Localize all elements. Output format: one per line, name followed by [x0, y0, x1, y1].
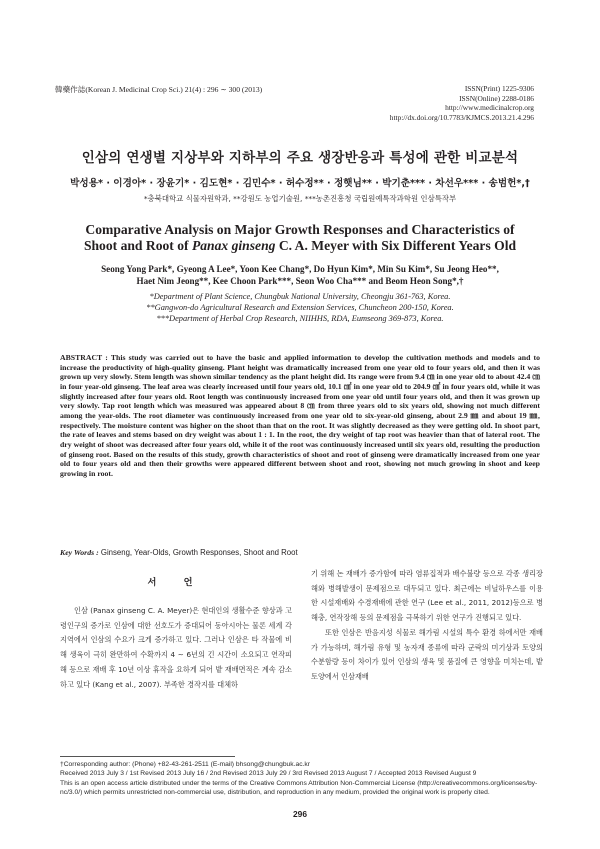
footnote: [60, 760, 545, 797]
english-authors-line1: Seong Yong Park*, Gyeong A Lee*, Yoon Kee Chang*, Do Hyun Kim*, Min Su Kim*, Su Jeong Heo**,: [101, 264, 499, 274]
korean-title: 인삼의 연생별 지상부와 지하부의 주요 생장반응과 특성에 관한 비교분석: [81, 150, 519, 166]
korean-authors: 박성용* · 이경아* · 장윤기* · 김도현* · 김민수* · 허수정** · 정햇님** · 박기춘*** · 차선우*** · 송범헌*,†: [70, 178, 530, 189]
paragraph: 또한 인삼은 반음지성 식물로 해가림 시설의 특수 환경 하에서만 재배가 가능하며, 해가림 유형 및 농자재 종류에 따라 군락의 미기상과 토양의 수분함량 등이 차이가 있어 인삼의 생육 및 품질에 큰 영향을 미치는데, 밭 토양에서 인삼재배: [311, 627, 543, 681]
english-authors: [0, 263, 600, 287]
journal-citation: 韓藥作誌(Korean J. Medicinal Crop Sci.) 21(4) : 296 ∼ 300 (2013): [55, 85, 263, 94]
korean-affiliations: *충북대학교 식물자원학과, **강원도 농업기술원, ***농촌진흥청 국립원예특작과학원 인삼특작부: [143, 194, 457, 203]
received-dates: Received 2013 July 3 / 1st Revised 2013 July 16 / 2nd Revised 2013 July 29 / 3rd Revised 2013 August 7 / Accepted 2013 Revised August 9: [60, 770, 477, 778]
paragraph: 인삼 (Panax ginseng C. A. Meyer)은 현대인의 생활수준 향상과 고령인구의 증가로 인삼에 대한 선호도가 증대되어 동아시아는 물론 세계 각 지역에서 인삼의 수요가 크게 증가하고 있다. 그러나 인삼은 타 작물에 비해 생육이 극히 완만하여 수확까지 4 ∼ 6년의 긴 시간이 소요되고 연작피해 등으로 재배 후 10년 이상 휴작을 요하게 되어 밭 재배면적은 계속 감소하고 있다 (Kang et al., 2007). 부족한 경작지를 대체하: [60, 606, 292, 689]
english-title-line1: Comparative Analysis on Major Growth Responses and Characteristics of: [85, 222, 515, 237]
corresponding-author: †Corresponding author: (Phone) +82-43-261-2511 (E-mail) bhsong@chungbuk.ac.kr: [60, 761, 310, 768]
keywords-label: Key Words :: [60, 548, 99, 557]
journal-website-link[interactable]: http://www.medicinalcrop.org: [445, 103, 534, 113]
paragraph: 기 위해 논 재배가 증가함에 따라 염류집적과 배수불량 등으로 각종 생리장해와 병해발생이 문제점으로 대두되고 있다. 최근에는 비닐하우스를 이용한 시설재배와 수경재배에 관한 연구 (Lee et al., 2011, 2012)등으로 병해충, 연작장해 등의 문제점을 극복하기 위한 연구가 진행되고 있다.: [311, 569, 543, 623]
issn-print: ISSN(Print) 1225-9306: [464, 84, 534, 93]
issn-online: ISSN(Online) 2288-0186: [459, 93, 534, 103]
footnote-divider: [60, 756, 235, 757]
english-affiliations: [0, 292, 600, 324]
license-notice: This is an open access article distributed under the terms of the Creative Commons Attribution Non-Commercial License (http://creativecommons.org/licenses/by-nc/3.0/) which permits unrestricted non-commercial use, distribution, and reproduction in any medium, provided the original work is properly cited.: [60, 779, 538, 796]
abstract-label: ABSTRACT :: [60, 353, 108, 362]
keywords-text: Ginseng, Year-Olds, Growth Responses, Shoot and Root: [100, 548, 298, 557]
english-title-line2: Shoot and Root of Panax ginseng C. A. Meyer with Six Different Years Old: [83, 237, 517, 253]
affiliation-2: **Gangwon-do Agricultural Research and Extension Services, Chuncheon 200-150, Korea.: [146, 302, 454, 312]
section-heading-introduction: 서 언: [147, 577, 205, 588]
body-column-left: [60, 604, 292, 692]
body-column-right: [311, 567, 543, 685]
abstract-text: This study was carried out to have the basic and applied information to develop the cultivation methods and models and to increase the productivity of high-quality ginseng. Plant height was dramatically increased from one year old to four years old, and then it was grown up very slowly. Stem length was shown similar tendency as the plant height did. Its range were from 9.4 ㎝ in one year old to about 42.4 ㎝ in four year-old ginseng. The leaf area was clearly increased until four years old, 10.1 ㎠ in one year old to 204.9 ㎠ in four years old, while it was slightly increased after four years old. Root length was continuously increased from one year old until four years old, and then it was grown up very slowly. Tap root length which was measured was appeared about 8 ㎝ from three years old to six years old, showing not much different among the year-olds. The root diameter was continuously increased from one year old to six-year-old ginseng, about 2.9 ㎜ and about 19 ㎜, respectively. The moisture content was higher on the shoot than that on the root. It was slightly decreased as they were getting old. In shoot part, the rate of leaves and stems based on dry weight was about 1 : 1. In the root, the dry weight of tap root was heavier than that of lateral root. The dry weight of shoot was decreased after four years old, while it of the root was continuously increased until six years old, resulting the production of ginseng root. Based on the results of this study, growth characteristics of shoot and root of ginseng were dramatically increased from one year old to four years old and then their growths were appeared different between shoot and root, showing not much growing in shoot and keep growing in root.: [60, 353, 540, 478]
page-number: 296: [293, 809, 307, 819]
affiliation-1: *Department of Plant Science, Chungbuk National University, Cheongju 361-763, Korea.: [149, 292, 451, 301]
doi-link[interactable]: http://dx.doi.org/10.7783/KJMCS.2013.21.4.296: [389, 112, 534, 122]
english-authors-line2: Haet Nim Jeong**, Kee Choon Park***, Seon Woo Cha*** and Beom Heon Song*,†: [136, 276, 464, 286]
journal-identifiers: [390, 84, 534, 122]
affiliation-3: ***Department of Herbal Crop Research, NIIHHS, RDA, Eumseong 369-873, Korea.: [156, 313, 444, 323]
keywords: [60, 548, 540, 557]
english-title: [0, 222, 600, 253]
abstract: [60, 353, 540, 479]
species-name: Panax ginseng: [191, 237, 276, 253]
